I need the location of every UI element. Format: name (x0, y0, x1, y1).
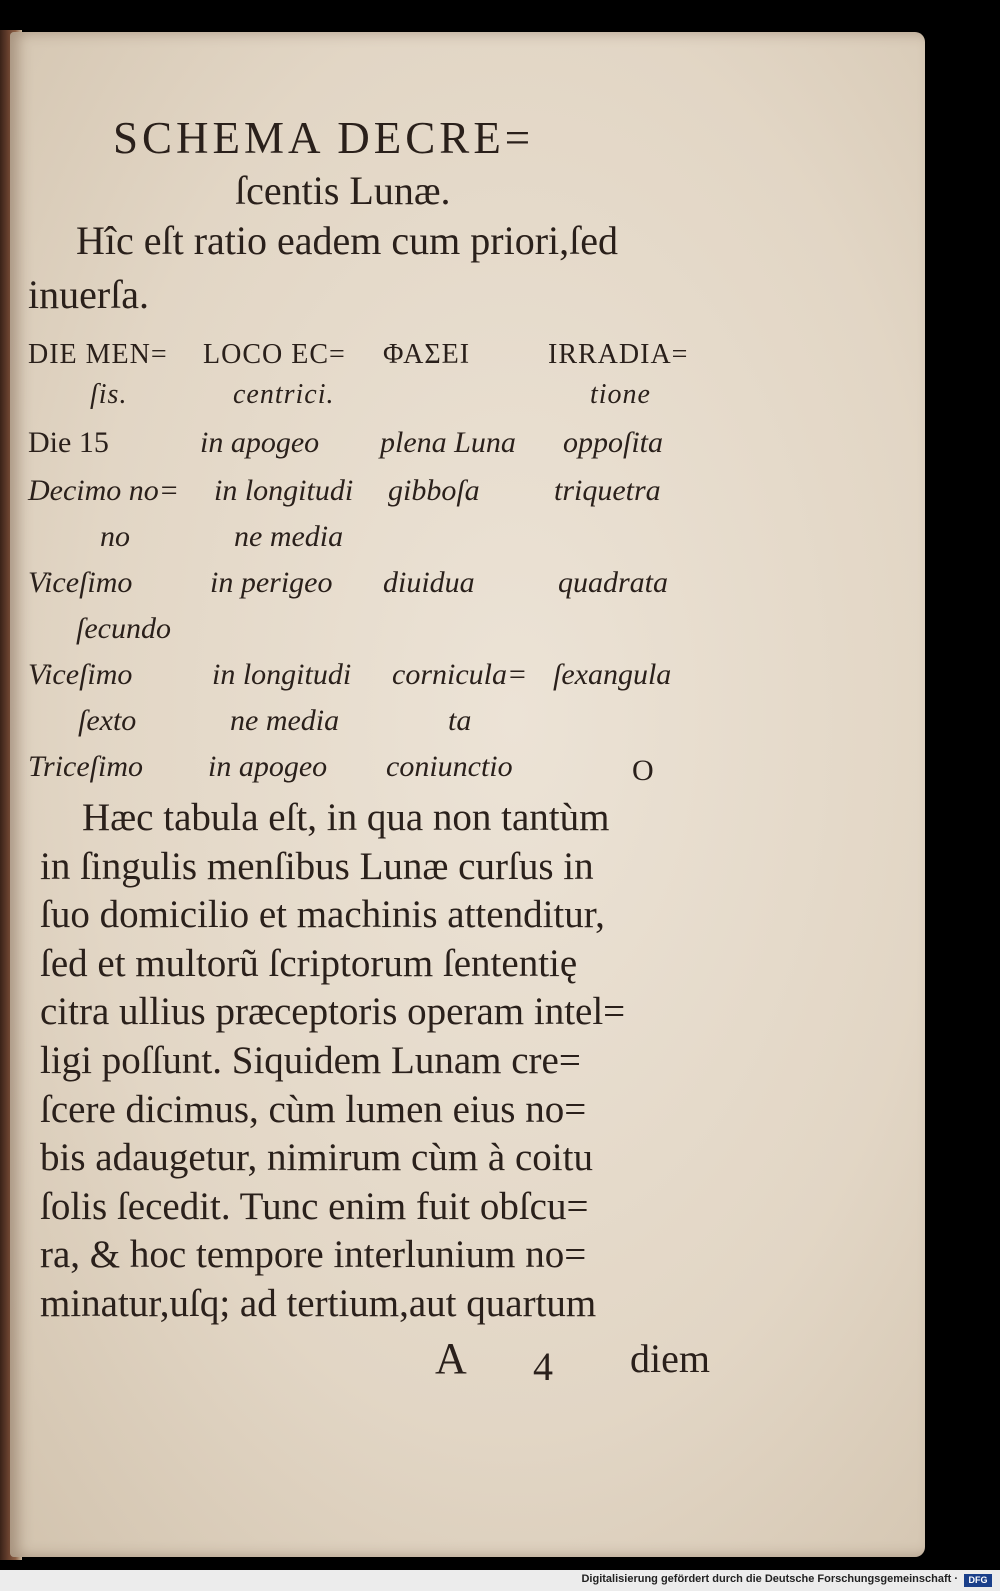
table-cell: Triceſimo (28, 750, 144, 783)
body-line: Hæc tabula eſt, in qua non tantùm (82, 796, 610, 839)
header-phase: ΦΑΣΕΙ (383, 339, 471, 370)
body-line: ſuo domicilio et machinis attenditur, (40, 893, 605, 937)
table-cell: in longitudi (214, 474, 354, 507)
body-line: ſolis ſecedit. Tunc enim fuit obſcu= (40, 1184, 589, 1228)
table-cell: ſexangula (553, 658, 672, 691)
body-line: ligi poſſunt. Siquidem Lunam cre= (40, 1038, 581, 1082)
table-cell: in apogeo (208, 750, 328, 783)
table-cell: coniunctio (386, 750, 513, 783)
table-cell: diuidua (383, 566, 475, 599)
body-line: in ſingulis menſibus Lunæ curſus in (40, 844, 594, 888)
catchword: diem (630, 1336, 710, 1381)
body-line: citra ullius præceptoris operam intel= (40, 990, 626, 1034)
body-line: ſed et multorũ ſcriptorum ſententię (40, 941, 578, 985)
table-cell: no (100, 520, 130, 553)
body-paragraph (40, 794, 730, 1329)
body-line: ra, & hoc tempore interlunium no= (40, 1233, 587, 1277)
table-cell: ta (448, 704, 472, 737)
credit-bar (0, 1570, 1000, 1591)
table-cell: in apogeo (200, 426, 320, 459)
signature-mark: A (435, 1334, 467, 1383)
table-cell: in longitudi (212, 658, 352, 691)
table-cell: ſecundo (76, 612, 171, 645)
table-cell: ne media (230, 704, 340, 737)
intro-line: inuerſa. (28, 272, 150, 317)
page-heading: SCHEMA DECRE= (113, 113, 535, 163)
header-location-cont: centrici. (233, 379, 335, 410)
intro-paragraph (28, 214, 718, 322)
dfg-logo-icon: DFG (964, 1574, 992, 1587)
page-subheading: ſcentis Lunæ. (235, 168, 451, 213)
table-cell: cornicula= (392, 658, 528, 691)
schema-table (28, 337, 728, 797)
table-cell: Viceſimo (28, 658, 133, 691)
table-cell: Viceſimo (28, 566, 133, 599)
table-cell: ne media (234, 520, 344, 553)
page-number: 4 (533, 1344, 553, 1389)
body-line: ſcere dicimus, cùm lumen eius no= (40, 1087, 587, 1131)
table-cell: triquetra (554, 474, 661, 507)
table-cell: gibboſa (388, 474, 480, 507)
table-cell: ſexto (78, 704, 137, 737)
book-page (10, 32, 925, 1557)
header-location: LOCO EC= (203, 339, 346, 370)
table-cell: oppoſita (563, 426, 664, 459)
header-irradiation: IRRADIA= (548, 339, 689, 370)
table-cell: quadrata (558, 566, 669, 599)
header-day-cont: ſis. (90, 379, 128, 410)
header-irradiation-cont: tione (590, 379, 651, 410)
table-cell: Die 15 (28, 426, 109, 459)
body-line: bis adaugetur, nimirum cùm à coitu (40, 1136, 593, 1180)
table-cell: O (632, 754, 654, 787)
body-line: minatur,uſq; ad tertium,aut quartum (40, 1281, 597, 1325)
table-cell: in perigeo (210, 566, 333, 599)
intro-line: Hîc eſt ratio eadem cum priori,ſed (76, 218, 619, 263)
table-cell: Decimo no= (28, 474, 180, 507)
credit-text: Digitalisierung gefördert durch die Deutsche Forschungsgemeinschaft · (581, 1573, 958, 1585)
header-day: DIE MEN= (28, 339, 168, 370)
table-cell: plena Luna (380, 426, 516, 459)
